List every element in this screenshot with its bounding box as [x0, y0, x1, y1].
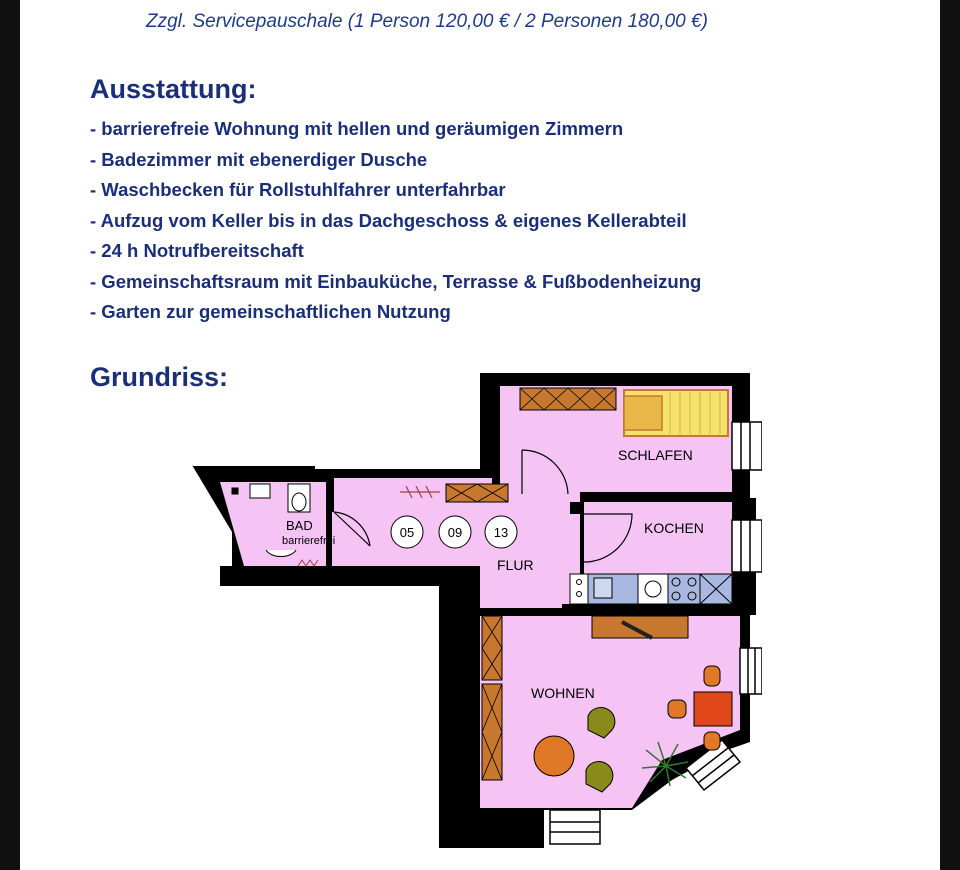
room-markers — [391, 516, 517, 548]
floor-plan — [192, 370, 762, 852]
list-item: - 24 h Notrufbereitschaft — [90, 240, 304, 261]
room-label-schlafen: SCHLAFEN — [618, 447, 693, 463]
list-item: - barrierefreie Wohnung mit hellen und geräumigen Zimmern — [90, 118, 624, 139]
kitchen-counter — [570, 574, 732, 604]
equipment-heading: Ausstattung: — [90, 74, 257, 104]
wardrobe — [520, 388, 616, 410]
bed — [624, 390, 728, 436]
service-fee-note: Zzgl. Servicepauschale (1 Person 120,00 € / 2 Personen 180,00 €) — [146, 11, 708, 32]
marker-05: 05 — [399, 525, 415, 540]
equipment-list — [90, 116, 701, 330]
marker-13: 13 — [493, 525, 509, 540]
marker-09: 09 — [447, 525, 463, 540]
room-label-wohnen: WOHNEN — [531, 685, 595, 701]
document-page — [20, 0, 940, 870]
room-label-bad-sub: barrierefrei — [282, 535, 336, 547]
room-label-bad: BAD — [286, 518, 313, 533]
room-label-flur: FLUR — [497, 557, 534, 573]
list-item: - Garten zur gemeinschaftlichen Nutzung — [90, 301, 451, 322]
room-label-kochen: KOCHEN — [644, 520, 704, 536]
floor-plan-heading: Grundriss: — [90, 362, 229, 392]
list-item: - Badezimmer mit ebenerdiger Dusche — [90, 148, 428, 170]
list-item: - Waschbecken für Rollstuhlfahrer unterfahrbar — [90, 179, 506, 200]
list-item: - Gemeinschaftsraum mit Einbauküche, Terrasse & Fußbodenheizung — [90, 270, 702, 292]
list-item: - Aufzug vom Keller bis in das Dachgeschoss & eigenes Kellerabteil — [90, 209, 687, 231]
